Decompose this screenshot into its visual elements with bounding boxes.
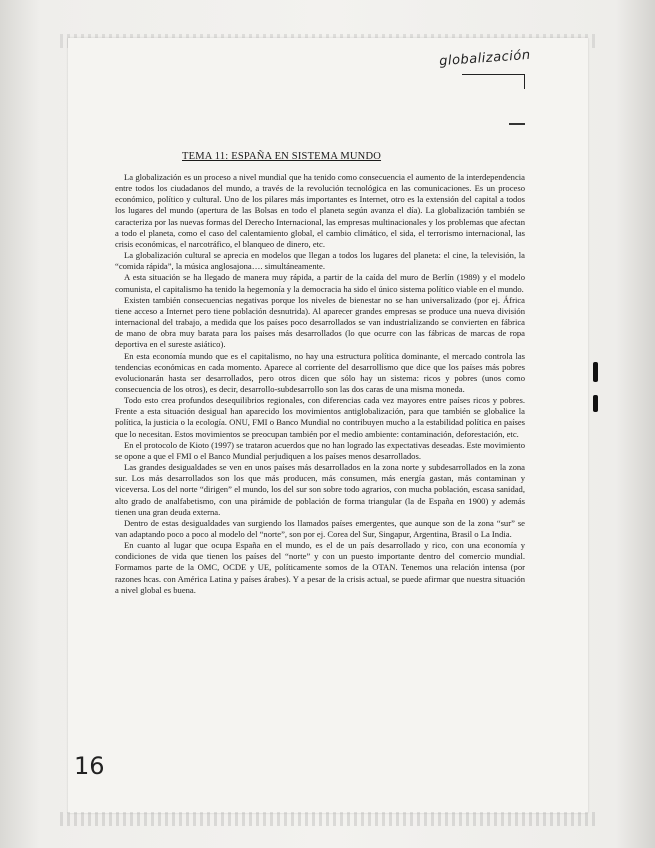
handwritten-note: globalización (438, 47, 532, 70)
paragraph: La globalización cultural se aprecia en modelos que llegan a todos los lugares del planeta: el cine, la televisión, la “comida rápida”, la música anglosajona…. simultáneamente. (115, 250, 525, 272)
margin-mark (593, 395, 598, 412)
paragraph: Todo esto crea profundos desequilibrios regionales, con diferencias cada vez mayores entre países ricos y pobres. Frente a esta situación desigual han aparecido los movimientos antiglobalización, para que también se globalice la política, la justicia o la ecología. ONU, FMI o Banco Mundial no contribuyen mucho a la estabilidad política en países que lo necesitan. Estos movimientos se preocupan también por el medio ambiente: contaminación, deforestación, etc. (115, 395, 525, 439)
document-title: TEMA 11: ESPAÑA EN SISTEMA MUNDO (182, 151, 382, 162)
margin-mark (593, 362, 598, 382)
paragraph: Existen también consecuencias negativas porque los niveles de bienestar no se han universalizado (por ej. África tiene acceso a Internet pero tiene población desnutrida). Al aparecer grandes empresas se produce una nueva división internacional del trabajo, a medida que los países poco desarrollados se van industrializando se convierten en fábrica de mano de obra muy barata para los países más desarrollados (lo que ocurre con las fábricas de marcas de ropa deportiva en el sureste asiático). (115, 294, 525, 350)
scan-edge-bottom (60, 812, 595, 826)
paragraph: La globalización es un proceso a nivel mundial que ha tenido como consecuencia el aumento de la interdependencia entre todos los ciudadanos del mundo, a través de la revolución tecnológica en las comunicaciones. Es un proceso económico, político y cultural. Uno de los pilares más importantes es Internet, otro es la extensión del capital a todos los lugares del mundo (apertura de las Bolsas en todo el planeta según avanza el día). La globalización también se caracteriza por las nuevas formas del Derecho Internacional, las empresas multinacionales y los problemas que afectan a todo el planeta, como el caso del calentamiento global, el cambio climático, el sida, el terrorismo internacional, las crisis económicas, el narcotráfico, el blanqueo de dinero, etc. (115, 172, 525, 249)
paragraph: A esta situación se ha llegado de manera muy rápida, a partir de la caída del muro de Berlín (1989) y el modelo comunista, el capitalismo ha tenido la hegemonía y la democracia ha sido el único sistema político viable en el mundo. (115, 272, 525, 294)
paragraph: En el protocolo de Kioto (1997) se trataron acuerdos que no han logrado las expectativas deseadas. Este movimiento se opone a que el FMI o el Banco Mundial perjudiquen a los países menos desarrollados. (115, 439, 525, 461)
paragraph: En cuanto al lugar que ocupa España en el mundo, es el de un país desarrollado y rico, con una economía y condiciones de vida que tienen los países del “norte” y con un puesto importante dentro del comercio mundial. Formamos parte de la OMC, OCDE y UE, políticamente somos de la OTAN. Tenemos una relación intensa (por razones hcas. con América Latina y países árabes). Y a pesar de la crisis actual, se puede afirmar que nuestra situación a nivel global es buena. (115, 540, 525, 595)
handwritten-underline (462, 74, 525, 89)
paragraph: En esta economía mundo que es el capitalismo, no hay una estructura política dominante, el mercado controla las tendencias económicas en cada momento. Aparece al corriente del desarrollismo que dice que los países más pobres evolucionarán hasta ser desarrollados, pero otros dicen que sólo hay un sistema: ricos y pobres (unos como consecuencia de los otros), es decir, desarrollo-subdesarrollo son las dos caras de una misma moneda. (115, 350, 525, 394)
paragraph: Las grandes desigualdades se ven en unos países más desarrollados en la zona norte y subdesarrollados en la zona sur. Los más desarrollados son los que más producen, más consumen, más energía gastan, más contaminan y viceversa. Los del norte “dirigen” el mundo, los del sur son sobre todo agrarios, con mucha población, escasa sanidad, alto grado de analfabetismo, con una pirámide de población de forma triangular (la de España en 1900) y además tienen una gran deuda externa. (115, 462, 525, 517)
document-body (115, 172, 525, 596)
page-number: 16 (74, 752, 105, 780)
pen-dash-mark (509, 123, 525, 125)
paragraph: Dentro de estas desigualdades van surgiendo los llamados países emergentes, que aunque son de la zona “sur” se van adaptando poco a poco al modelo del “norte”, son por ej. Corea del Sur, Singapur, Argentina, Brasil o La India. (115, 517, 525, 539)
